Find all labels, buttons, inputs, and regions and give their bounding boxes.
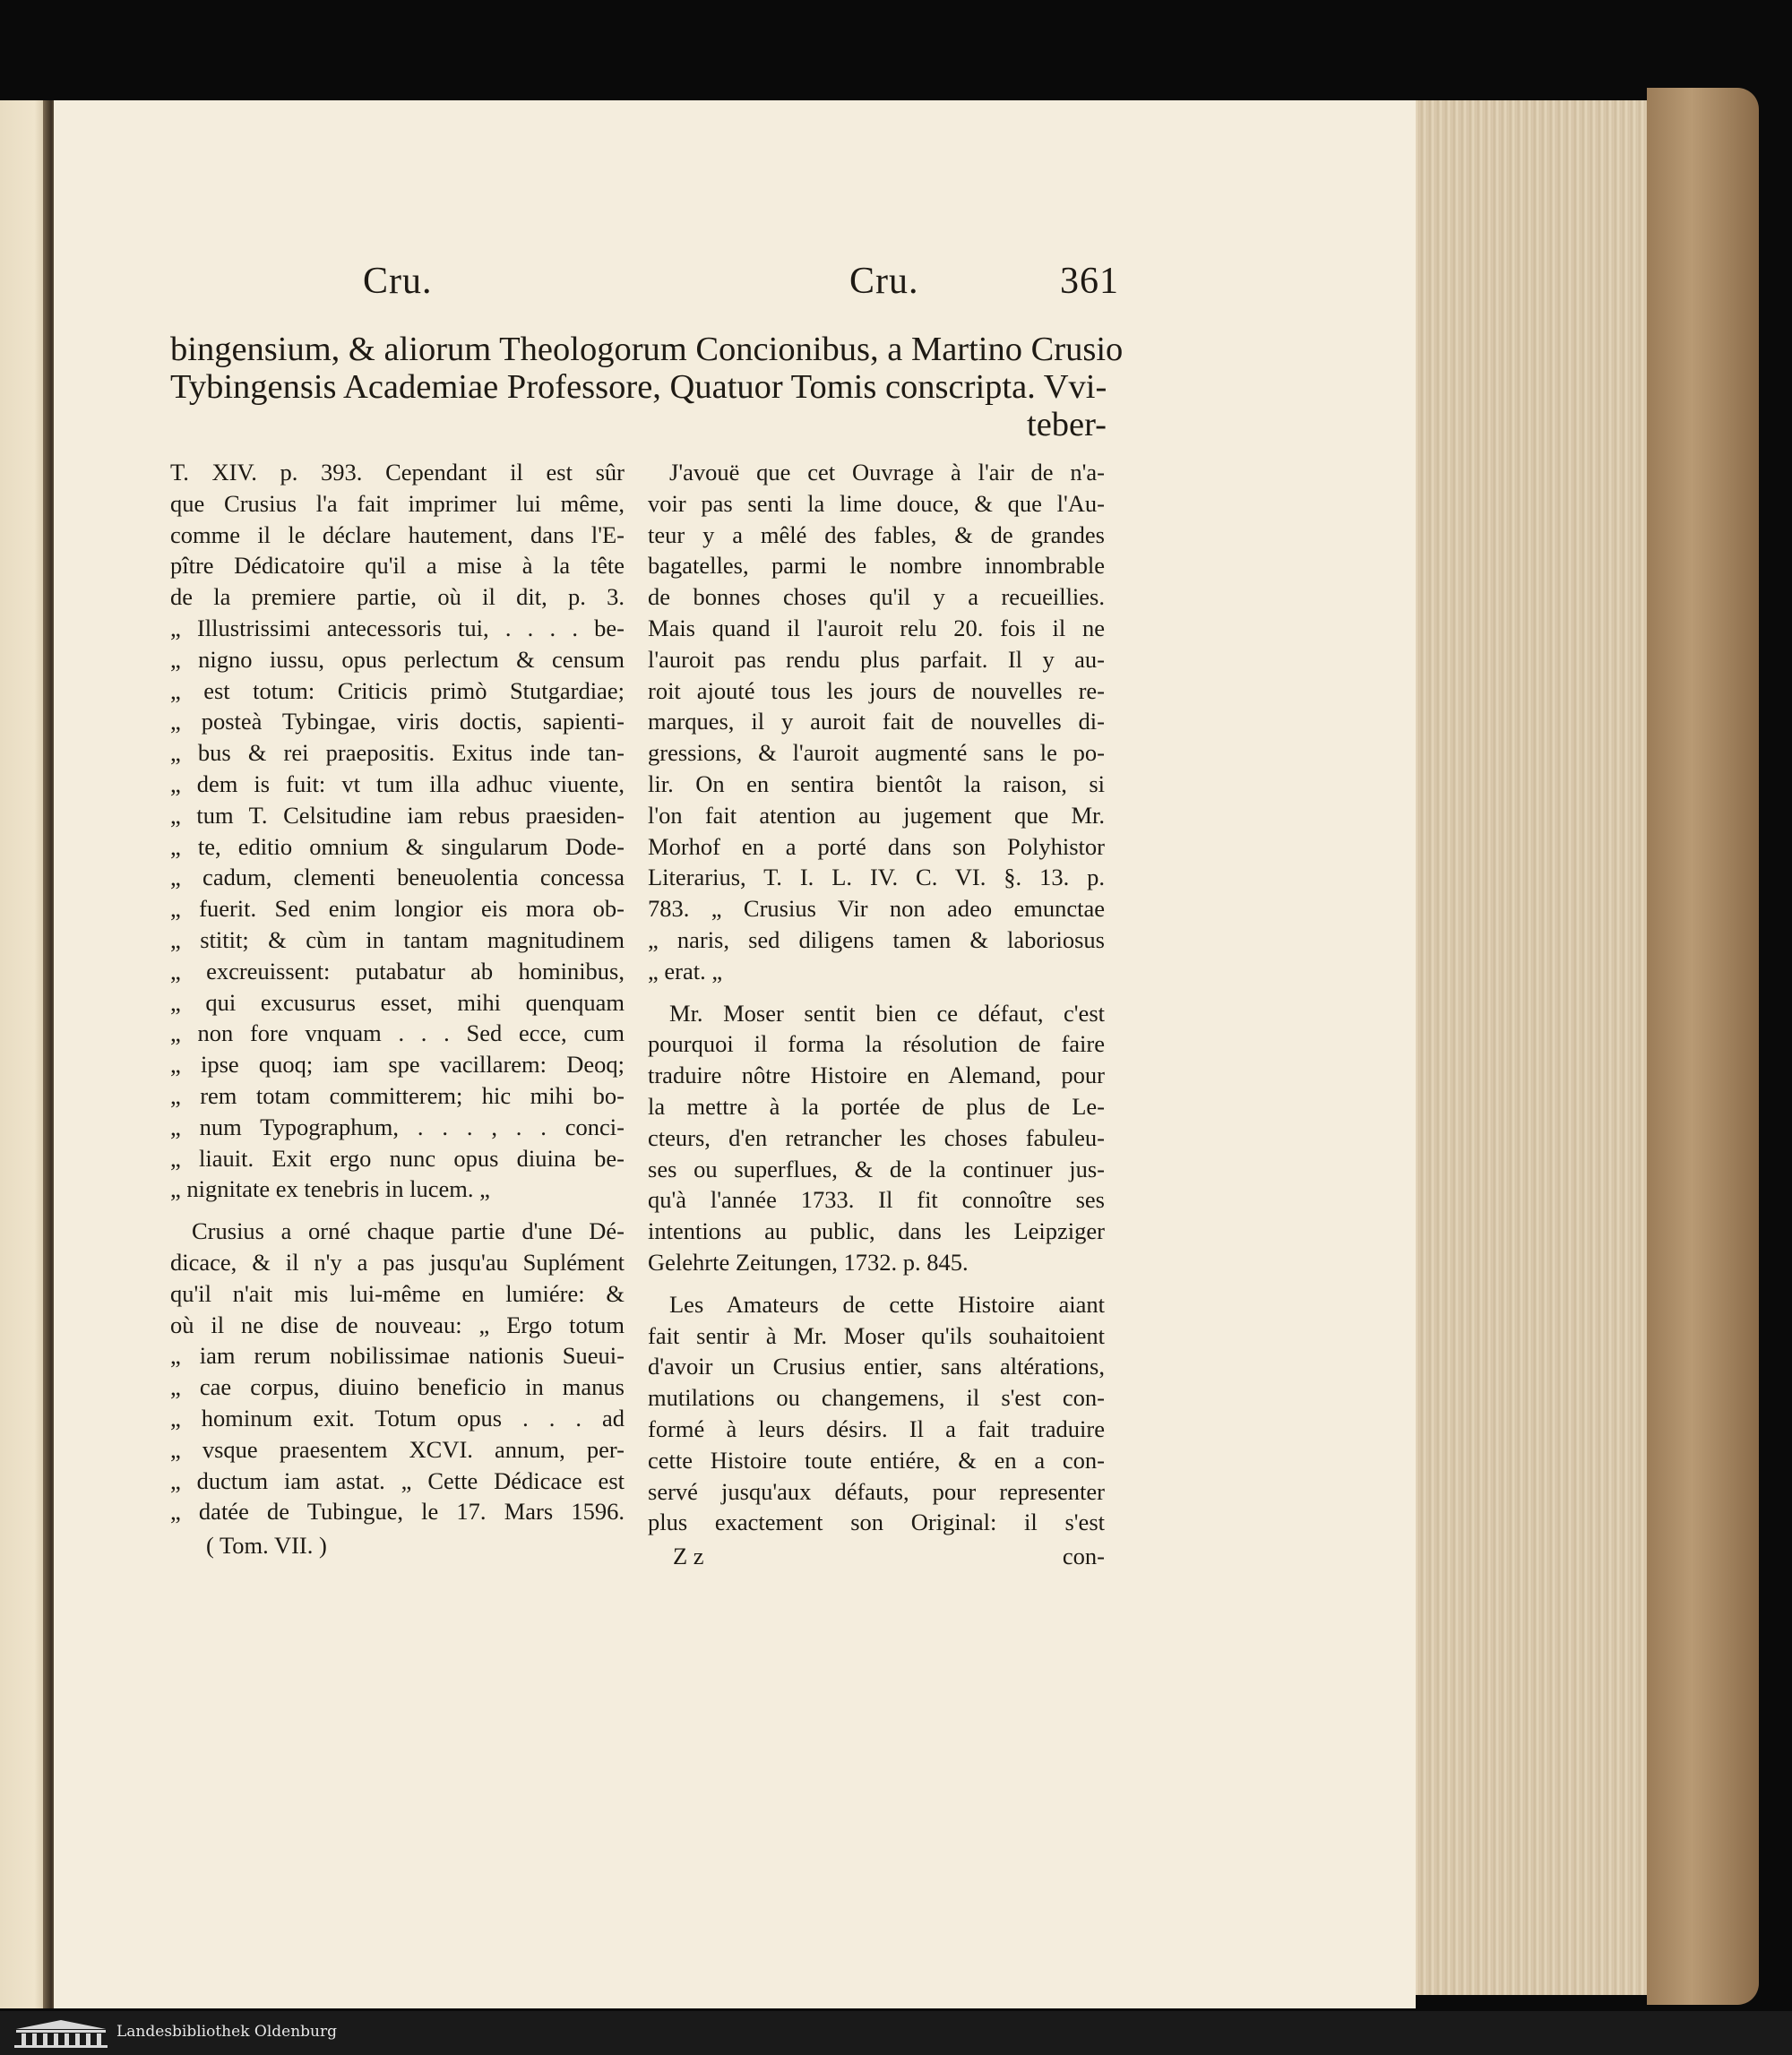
catchword: con- <box>1062 1543 1105 1570</box>
title-catchword: teber- <box>1027 406 1107 443</box>
text-line: comme il le déclare hautement, dans l'E- <box>170 520 625 548</box>
title-line-1: bingensium, & aliorum Theologorum Concionibus, a Martino Crusio <box>170 331 1124 368</box>
text-line: lir. On en sentira bientôt la raison, si <box>648 770 1105 797</box>
text-line: „ bus & rei praepositis. Exitus inde tan- <box>170 739 625 767</box>
right-catchline <box>648 1540 1105 1572</box>
text-line: „ liauit. Exit ergo nunc opus diuina be- <box>170 1144 625 1172</box>
text-line: „ excreuissent: putabatur ab hominibus, <box>170 957 625 985</box>
text-line: la mettre à la portée de plus de Le- <box>648 1092 1105 1120</box>
text-line: d'avoir un Crusius entier, sans altérations, <box>648 1353 1105 1380</box>
text-line: „ cae corpus, diuino beneficio in manus <box>170 1373 625 1401</box>
text-line: Literarius, T. I. L. IV. C. VI. §. 13. p. <box>648 864 1105 891</box>
text-line: „ non fore vnquam . . . Sed ecce, cum <box>170 1019 625 1047</box>
text-line: Morhof en a porté dans son Polyhistor <box>648 832 1105 860</box>
text-line: où il ne dise de nouveau: „ Ergo totum <box>170 1311 625 1338</box>
text-line: „ iam rerum nobilissimae nationis Sueui- <box>170 1342 625 1370</box>
text-line: de bonnes choses qu'il y a recueillies. <box>648 583 1105 611</box>
text-line: plus exactement son Original: il s'est <box>648 1509 1105 1536</box>
text-line: Crusius a orné chaque partie d'une Dé- <box>192 1217 625 1245</box>
text-line: „ dem is fuit: vt tum illa adhuc viuente, <box>170 770 625 797</box>
library-building-icon <box>13 2018 109 2049</box>
text-line: fait sentir à Mr. Moser qu'ils souhaitoient <box>648 1321 1105 1349</box>
book-cover-edge <box>1647 88 1759 2005</box>
text-line: „ naris, sed diligens tamen & laboriosus <box>648 925 1105 953</box>
text-line: Mais quand il l'auroit relu 20. fois il ne <box>648 614 1105 641</box>
page-block-edge <box>1411 100 1649 1995</box>
text-line: „ ductum iam astat. „ Cette Dédicace est <box>170 1466 625 1494</box>
text-line: „ datée de Tubingue, le 17. Mars 1596. <box>170 1498 625 1526</box>
text-line: marques, il y auroit fait de nouvelles di- <box>648 708 1105 735</box>
text-line: „ Illustrissimi antecessoris tui, . . . . be- <box>170 614 625 641</box>
text-line: qu'à l'année 1733. Il fit connoître ses <box>648 1186 1105 1214</box>
right-column <box>648 457 1105 1572</box>
left-column <box>170 457 625 1561</box>
text-line: servé jusqu'aux défauts, pour representer <box>648 1477 1105 1505</box>
title-line-2: Tybingensis Academiae Professore, Quatuor Tomis conscripta. Vvi- <box>170 368 1107 406</box>
text-line: cteurs, d'en retrancher les choses fabuleu- <box>648 1123 1105 1151</box>
text-line: „ tum T. Celsitudine iam rebus praesiden- <box>170 801 625 829</box>
text-line: „ te, editio omnium & singularum Dode- <box>170 832 625 860</box>
text-line: „ nigno iussu, opus perlectum & censum <box>170 645 625 673</box>
text-line: „ qui excusurus esset, mihi quenquam <box>170 988 625 1016</box>
text-line: „ erat. „ <box>648 957 723 985</box>
text-line: „ est totum: Criticis primò Stutgardiae; <box>170 676 625 704</box>
left-page-edge <box>0 100 49 2008</box>
text-line: 783. „ Crusius Vir non adeo emunctae <box>648 895 1105 923</box>
text-line: „ nignitate ex tenebris in lucem. „ <box>170 1175 490 1203</box>
left-catchline <box>170 1529 625 1561</box>
text-line: Les Amateurs de cette Histoire aiant <box>669 1290 1105 1318</box>
text-line: traduire nôtre Histoire en Alemand, pour <box>648 1062 1105 1089</box>
text-line: de la premiere partie, où il dit, p. 3. <box>170 583 625 611</box>
text-line: dicace, & il n'y a pas jusqu'au Suplément <box>170 1248 625 1276</box>
text-line: pître Dédicatoire qu'il a mise à la tête <box>170 552 625 580</box>
text-line: „ posteà Tybingae, viris doctis, sapienti- <box>170 708 625 735</box>
text-line: „ fuerit. Sed enim longior eis mora ob- <box>170 895 625 923</box>
text-line: l'auroit pas rendu plus parfait. Il y au- <box>648 645 1105 673</box>
text-line: qu'il n'ait mis lui-même en lumiére: & <box>170 1279 625 1307</box>
text-line: pourquoi il forma la résolution de faire <box>648 1030 1105 1058</box>
library-name: Landesbibliothek Oldenburg <box>116 2023 338 2041</box>
text-line: ses ou superflues, & de la continuer jus- <box>648 1155 1105 1182</box>
text-line: cette Histoire toute entiére, & en a con- <box>648 1446 1105 1474</box>
text-line: intentions au public, dans les Leipziger <box>648 1217 1105 1245</box>
text-line: voir pas senti la lime douce, & que l'Au- <box>648 489 1105 517</box>
text-line: teur y a mêlé des fables, & de grandes <box>648 520 1105 548</box>
text-line: „ stitit; & cùm in tantam magnitudinem <box>170 925 625 953</box>
text-line: gressions, & l'auroit augmenté sans le po- <box>648 739 1105 767</box>
signature-mark: Z z <box>673 1543 704 1570</box>
running-head-left: Cru. <box>363 261 433 302</box>
library-footer <box>0 2011 1792 2055</box>
running-head-center: Cru. <box>849 261 919 302</box>
text-line: Mr. Moser sentit bien ce défaut, c'est <box>669 999 1105 1027</box>
text-line: formé à leurs désirs. Il a fait traduire <box>648 1414 1105 1442</box>
text-line: „ ipse quoq; iam spe vacillarem: Deoq; <box>170 1051 625 1079</box>
text-line: „ cadum, clementi beneuolentia concessa <box>170 864 625 891</box>
page-number: 361 <box>1060 261 1119 302</box>
text-line: „ num Typographum, . . . , . . conci- <box>170 1113 625 1140</box>
text-line: mutilations ou changemens, il s'est con- <box>648 1384 1105 1412</box>
text-line: T. XIV. p. 393. Cependant il est sûr <box>170 459 625 486</box>
text-line: „ rem totam committerem; hic mihi bo- <box>170 1081 625 1109</box>
text-line: que Crusius l'a fait imprimer lui même, <box>170 489 625 517</box>
text-line: roit ajouté tous les jours de nouvelles re- <box>648 676 1105 704</box>
volume-mark: ( Tom. VII. ) <box>206 1532 327 1560</box>
text-line: J'avouë que cet Ouvrage à l'air de n'a- <box>669 459 1105 486</box>
text-line: Gelehrte Zeitungen, 1732. p. 845. <box>648 1248 969 1276</box>
text-line: „ vsque praesentem XCVI. annum, per- <box>170 1435 625 1463</box>
text-line: l'on fait atention au jugement que Mr. <box>648 801 1105 829</box>
text-line: „ hominum exit. Totum opus . . . ad <box>170 1404 625 1432</box>
text-line: bagatelles, parmi le nombre innombrable <box>648 552 1105 580</box>
